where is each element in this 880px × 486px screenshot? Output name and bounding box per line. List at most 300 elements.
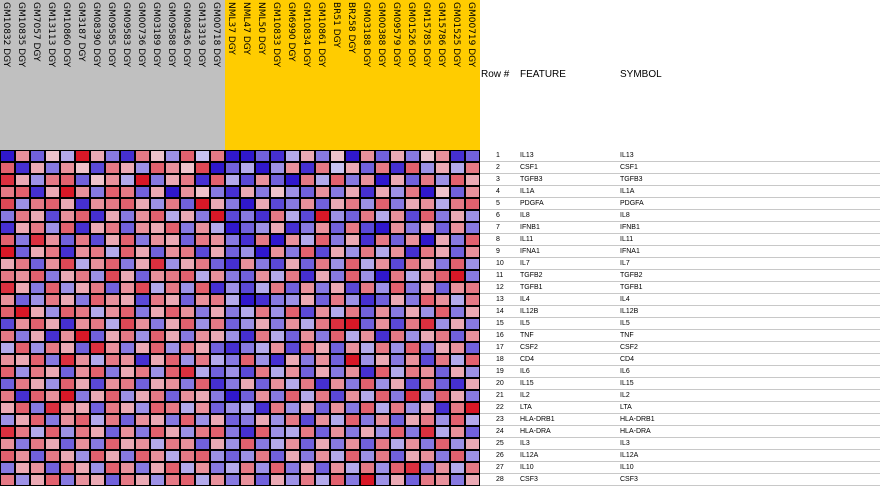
heatmap-cell [436,367,450,378]
heatmap-cell [271,163,285,174]
heatmap-grid [0,150,480,486]
heatmap-cell [196,271,210,282]
heatmap-cell [421,223,435,234]
column-header-panel [0,0,480,150]
heatmap-cell [406,223,420,234]
heatmap-cell [466,271,480,282]
heatmap-cell [151,295,165,306]
heatmap-cell [271,247,285,258]
heatmap-cell [346,223,360,234]
heatmap-cell [271,331,285,342]
heatmap-cell [421,415,435,426]
heatmap-cell [181,439,195,450]
heatmap-cell [166,403,180,414]
heatmap-cell [376,151,390,162]
heatmap-cell [196,451,210,462]
table-row [480,174,880,186]
heatmap-cell [151,235,165,246]
heatmap-cell [181,367,195,378]
heatmap-cell [451,199,465,210]
heatmap-cell [241,415,255,426]
heatmap-cell [376,259,390,270]
heatmap-cell [466,235,480,246]
table-row [480,198,880,210]
row-symbol: IFNA1 [620,248,640,255]
row-symbol: IL6 [620,368,630,375]
heatmap-cell [91,475,105,486]
heatmap-cell [46,271,60,282]
table-row [480,270,880,282]
heatmap-cell [256,271,270,282]
row-symbol: CSF1 [620,164,638,171]
heatmap-cell [121,475,135,486]
heatmap-cell [181,235,195,246]
heatmap-cell [226,475,240,486]
heatmap-cell [31,451,45,462]
heatmap-cell [61,355,75,366]
heatmap-cell [196,163,210,174]
heatmap-cell [121,415,135,426]
heatmap-cell [361,175,375,186]
heatmap-cell [76,211,90,222]
heatmap-cell [346,163,360,174]
heatmap-cell [1,367,15,378]
heatmap-cell [376,403,390,414]
heatmap-cell [196,427,210,438]
heatmap-cell [316,163,330,174]
table-row [480,378,880,390]
heatmap-cell [271,355,285,366]
heatmap-cell [31,391,45,402]
heatmap-cell [211,223,225,234]
heatmap-cell [1,415,15,426]
heatmap-cell [121,451,135,462]
heatmap-cell [226,367,240,378]
heatmap-cell [61,403,75,414]
heatmap-cell [451,439,465,450]
heatmap-cell [91,343,105,354]
heatmap-cell [241,355,255,366]
heatmap-cell [61,283,75,294]
heatmap-cell [1,463,15,474]
heatmap-cell [466,295,480,306]
heatmap-cell [331,151,345,162]
heatmap-cell [196,211,210,222]
heatmap-cell [226,235,240,246]
heatmap-cell [91,187,105,198]
heatmap-cell [91,295,105,306]
heatmap-cell [361,187,375,198]
heatmap-cell [1,331,15,342]
heatmap-cell [301,439,315,450]
heatmap-cell [31,403,45,414]
heatmap-cell [181,211,195,222]
row-symbol: LTA [620,404,632,411]
heatmap-cell [226,403,240,414]
heatmap-cell [271,175,285,186]
heatmap-cell [436,307,450,318]
heatmap-cell [211,307,225,318]
heatmap-cell [121,343,135,354]
heatmap-cell [16,367,30,378]
heatmap-cell [391,367,405,378]
heatmap-cell [1,187,15,198]
heatmap-cell [361,283,375,294]
heatmap-cell [196,151,210,162]
table-row [480,414,880,426]
heatmap-cell [466,403,480,414]
heatmap-cell [466,175,480,186]
heatmap-cell [151,223,165,234]
heatmap-cell [211,343,225,354]
heatmap-cell [391,283,405,294]
heatmap-cell [16,223,30,234]
heatmap-cell [436,199,450,210]
heatmap-cell [1,175,15,186]
heatmap-cell [136,151,150,162]
heatmap-cell [1,319,15,330]
heatmap-cell [391,235,405,246]
row-feature: IL7 [520,260,530,267]
heatmap-cell [346,403,360,414]
heatmap-cell [1,211,15,222]
heatmap-cell [181,355,195,366]
heatmap-cell [181,283,195,294]
heatmap-cell [226,259,240,270]
heatmap-cell [196,463,210,474]
heatmap-cell [331,379,345,390]
heatmap-cell [166,379,180,390]
heatmap-cell [286,415,300,426]
row-symbol: TNF [620,332,634,339]
heatmap-cell [436,451,450,462]
row-number: 25 [496,440,504,447]
heatmap-cell [181,331,195,342]
heatmap-cell [316,247,330,258]
heatmap-cell [271,475,285,486]
heatmap-cell [361,247,375,258]
heatmap-cell [166,439,180,450]
heatmap-cell [46,247,60,258]
heatmap-cell [361,475,375,486]
heatmap-cell [301,331,315,342]
table-row [480,462,880,474]
heatmap-cell [46,151,60,162]
heatmap-cell [436,151,450,162]
row-number: 5 [496,200,500,207]
heatmap-cell [376,211,390,222]
heatmap-cell [241,379,255,390]
heatmap-cell [76,451,90,462]
heatmap-cell [151,271,165,282]
heatmap-cell [76,235,90,246]
heatmap-cell [226,463,240,474]
heatmap-cell [166,211,180,222]
heatmap-cell [181,391,195,402]
heatmap-cell [256,463,270,474]
heatmap-cell [436,415,450,426]
heatmap-cell [406,367,420,378]
heatmap-cell [421,199,435,210]
heatmap-cell [61,199,75,210]
row-number: 8 [496,236,500,243]
heatmap-cell [196,247,210,258]
heatmap-cell [1,235,15,246]
heatmap-cell [76,295,90,306]
heatmap-cell [436,439,450,450]
heatmap-cell [46,319,60,330]
heatmap-cell [316,151,330,162]
heatmap-cell [451,391,465,402]
heatmap-cell [136,163,150,174]
heatmap-cell [241,331,255,342]
heatmap-cell [451,307,465,318]
heatmap-cell [376,163,390,174]
heatmap-cell [241,439,255,450]
row-number: 15 [496,320,504,327]
heatmap-cell [121,199,135,210]
heatmap-cell [31,295,45,306]
heatmap-cell [466,391,480,402]
heatmap-cell [316,199,330,210]
heatmap-cell [346,211,360,222]
row-feature: IL3 [520,440,530,447]
heatmap-cell [301,235,315,246]
heatmap-cell [166,475,180,486]
heatmap-cell [301,211,315,222]
heatmap-cell [421,271,435,282]
heatmap-cell [301,271,315,282]
heatmap-cell [1,151,15,162]
heatmap-cell [466,283,480,294]
row-feature: HLA-DRB1 [520,416,555,423]
heatmap-cell [361,307,375,318]
heatmap-cell [361,343,375,354]
heatmap-cell [391,271,405,282]
heatmap-cell [151,211,165,222]
heatmap-cell [391,259,405,270]
heatmap-cell [376,415,390,426]
heatmap-cell [331,367,345,378]
heatmap-cell [331,403,345,414]
column-label: GM08390 DGY [91,2,101,68]
heatmap-cell [361,211,375,222]
heatmap-cell [376,175,390,186]
heatmap-cell [331,259,345,270]
heatmap-cell [136,439,150,450]
heatmap-cell [211,355,225,366]
heatmap-cell [241,199,255,210]
heatmap-cell [256,259,270,270]
row-feature: TGFB3 [520,176,543,183]
heatmap-cell [61,247,75,258]
heatmap-cell [331,175,345,186]
row-feature: IL5 [520,320,530,327]
heatmap-cell [316,343,330,354]
heatmap-cell [316,223,330,234]
row-symbol: IL2 [620,392,630,399]
heatmap-cell [391,475,405,486]
heatmap-cell [151,331,165,342]
heatmap-cell [151,175,165,186]
heatmap-cell [106,451,120,462]
row-feature: IL4 [520,296,530,303]
heatmap-cell [406,391,420,402]
heatmap-cell [406,319,420,330]
heatmap-cell [196,391,210,402]
column-label: GM00718 DGY [211,2,221,68]
heatmap-cell [211,295,225,306]
heatmap-cell [226,187,240,198]
heatmap-cell [31,211,45,222]
heatmap-cell [61,319,75,330]
heatmap-cell [421,319,435,330]
heatmap-cell [451,463,465,474]
row-symbol: PDGFA [620,200,644,207]
heatmap-cell [316,307,330,318]
heatmap-cell [121,187,135,198]
heatmap-cell [241,151,255,162]
heatmap-cell [466,187,480,198]
heatmap-cell [106,295,120,306]
heatmap-cell [331,439,345,450]
heatmap-cell [16,199,30,210]
heatmap-cell [391,427,405,438]
heatmap-cell [76,307,90,318]
heatmap-cell [361,379,375,390]
heatmap-cell [196,223,210,234]
heatmap-cell [91,427,105,438]
heatmap-cell [136,283,150,294]
heatmap-cell [256,151,270,162]
heatmap-cell [286,403,300,414]
heatmap-cell [16,319,30,330]
heatmap-cell [376,199,390,210]
heatmap-cell [406,211,420,222]
heatmap-cell [211,403,225,414]
heatmap-cell [46,343,60,354]
heatmap-cell [361,151,375,162]
heatmap-cell [286,235,300,246]
heatmap-cell [31,283,45,294]
heatmap-cell [391,403,405,414]
heatmap-cell [361,163,375,174]
heatmap-cell [106,331,120,342]
heatmap-cell [91,391,105,402]
heatmap-cell [286,355,300,366]
table-row [480,390,880,402]
heatmap-cell [286,151,300,162]
heatmap-cell [46,307,60,318]
heatmap-cell [406,415,420,426]
heatmap-cell [136,403,150,414]
heatmap-cell [16,271,30,282]
heatmap-cell [1,163,15,174]
heatmap-cell [106,475,120,486]
heatmap-cell [31,367,45,378]
row-number: 13 [496,296,504,303]
heatmap-cell [106,343,120,354]
heatmap-cell [421,187,435,198]
heatmap-cell [211,439,225,450]
heatmap-cell [91,319,105,330]
heatmap-cell [31,427,45,438]
heatmap-cell [271,427,285,438]
row-feature: IL13 [520,152,534,159]
row-number-header: Row # [481,69,510,80]
heatmap-cell [271,307,285,318]
heatmap-cell [1,343,15,354]
heatmap-cell [271,451,285,462]
heatmap-cell [421,175,435,186]
heatmap-cell [256,307,270,318]
heatmap-cell [286,163,300,174]
heatmap-cell [421,391,435,402]
row-symbol: HLA-DRB1 [620,416,655,423]
heatmap-cell [286,379,300,390]
heatmap-cell [16,451,30,462]
heatmap-cell [106,151,120,162]
heatmap-cell [91,163,105,174]
heatmap-cell [226,247,240,258]
heatmap-cell [391,163,405,174]
heatmap-cell [466,415,480,426]
heatmap-cell [301,283,315,294]
heatmap-cell [376,331,390,342]
heatmap-cell [76,379,90,390]
heatmap-cell [76,331,90,342]
column-label: GM15785 DGY [421,2,431,68]
row-symbol: CSF2 [620,344,638,351]
heatmap-cell [16,439,30,450]
heatmap-cell [316,319,330,330]
row-number: 20 [496,380,504,387]
heatmap-cell [466,331,480,342]
heatmap-cell [16,247,30,258]
heatmap-cell [166,151,180,162]
heatmap-cell [211,415,225,426]
heatmap-cell [421,451,435,462]
heatmap-cell [136,463,150,474]
heatmap-cell [361,415,375,426]
heatmap-cell [196,331,210,342]
heatmap-cell [121,319,135,330]
heatmap-cell [136,175,150,186]
heatmap-cell [301,403,315,414]
heatmap-cell [406,247,420,258]
column-label: NML50 DGY [256,2,266,55]
heatmap-cell [316,259,330,270]
row-feature: PDGFA [520,200,544,207]
heatmap-cell [166,331,180,342]
row-feature: TNF [520,332,534,339]
heatmap-cell [466,439,480,450]
column-label: GM6990 DGY [286,2,296,62]
heatmap-cell [406,427,420,438]
heatmap-cell [136,427,150,438]
row-feature: CSF1 [520,164,538,171]
heatmap-cell [421,475,435,486]
feature-header: FEATURE [520,69,566,80]
heatmap-cell [121,283,135,294]
heatmap-cell [91,403,105,414]
heatmap-cell [211,391,225,402]
heatmap-cell [196,403,210,414]
heatmap-cell [256,175,270,186]
heatmap-cell [31,355,45,366]
row-feature: IL15 [520,380,534,387]
heatmap-cell [466,307,480,318]
